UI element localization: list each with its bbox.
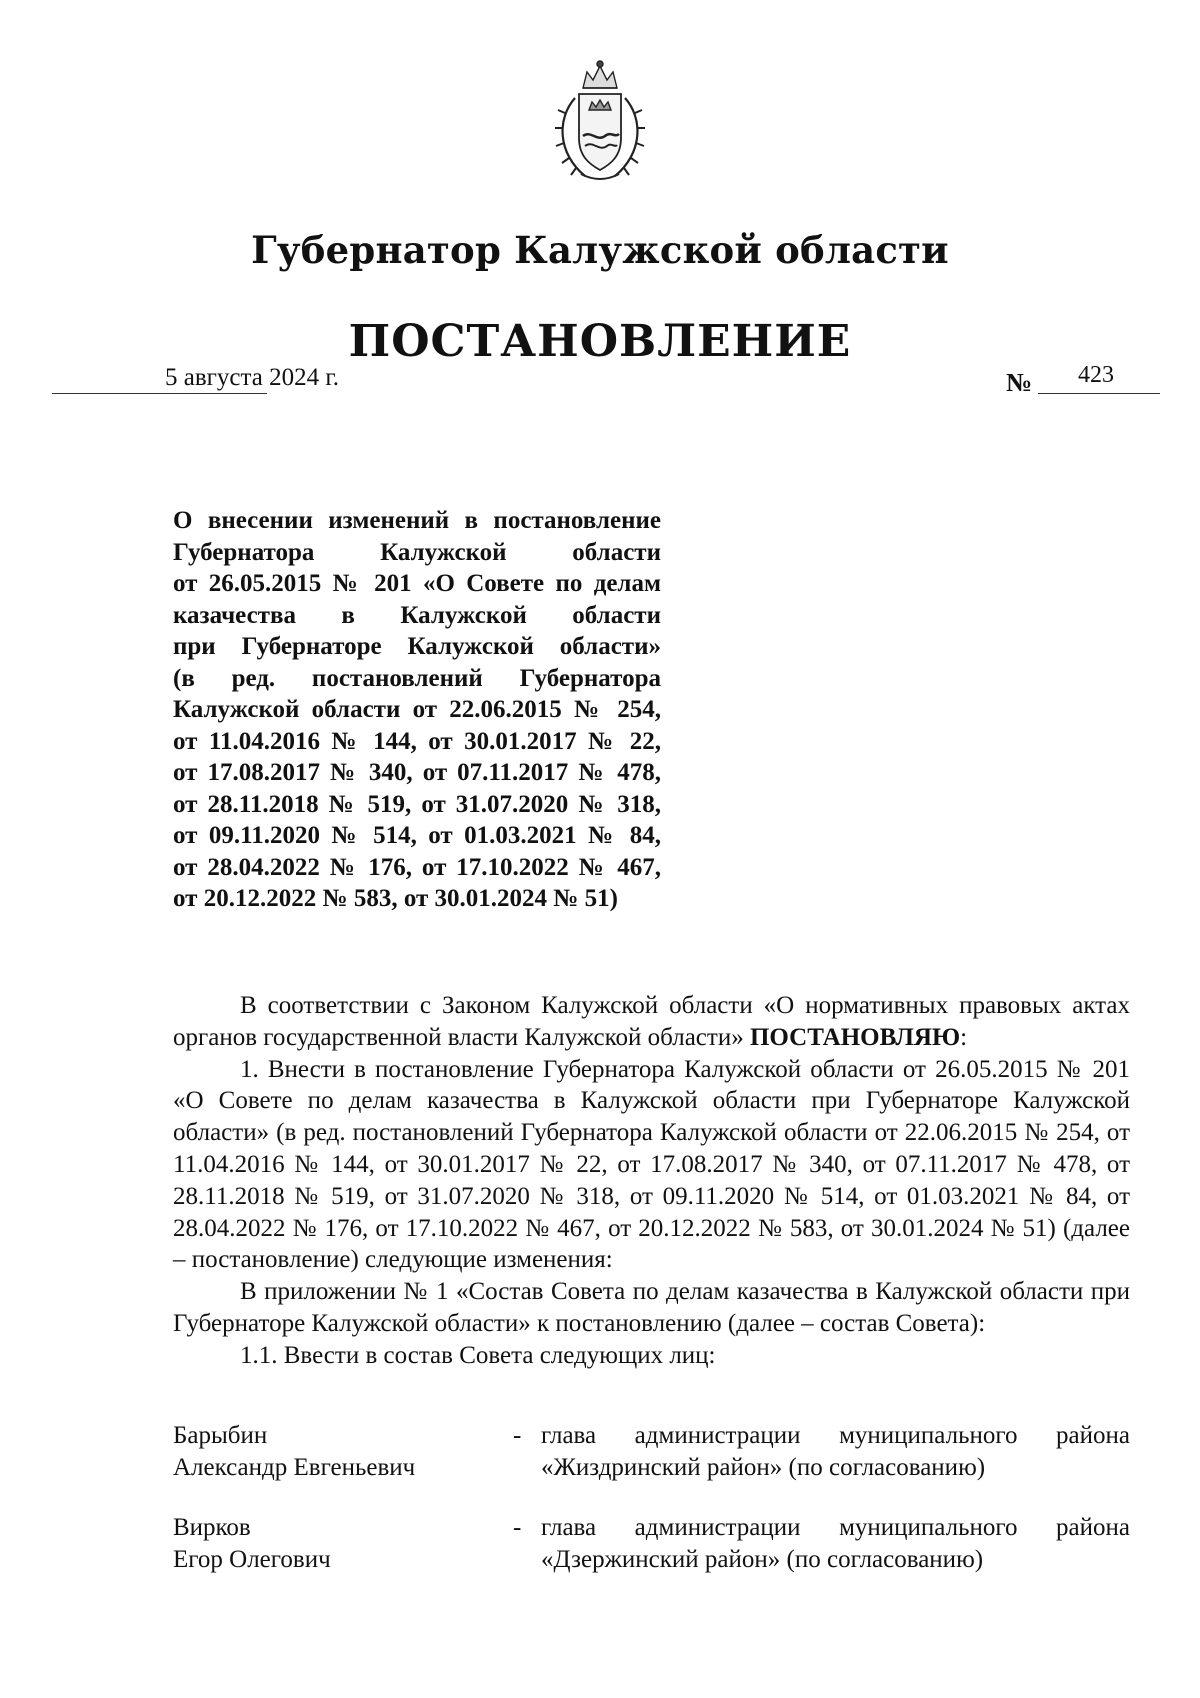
document-number: 423 bbox=[1078, 362, 1114, 388]
subject-line: от 28.11.2018 № 519, от 31.07.2020 № 318, bbox=[173, 790, 661, 818]
subject-line: Калужской области от 22.06.2015 № 254, bbox=[173, 696, 661, 723]
member-role bbox=[541, 1512, 1130, 1575]
document-subject bbox=[173, 505, 661, 915]
resolve-word: ПОСТАНОВЛЯЮ bbox=[749, 1023, 961, 1051]
member-role-line: глава администрации муниципального района bbox=[541, 1514, 1130, 1541]
member-dash: - bbox=[513, 1514, 522, 1541]
document-type-heading: ПОСТАНОВЛЕНИЕ bbox=[348, 316, 852, 367]
number-sign: № bbox=[1006, 368, 1033, 397]
subject-line: от 28.04.2022 № 176, от 17.10.2022 № 467, bbox=[173, 853, 661, 881]
member-role-line: «Жиздринский район» (по согласованию) bbox=[541, 1453, 986, 1481]
member-surname: Барыбин bbox=[173, 1422, 268, 1449]
annex-intro-paragraph: В приложении № 1 «Состав Совета по делам казачества в Калужской области при Губернаторе Калужской области» к постановлению (далее – состав Совета): bbox=[173, 1278, 1130, 1337]
member-role bbox=[541, 1420, 1130, 1483]
coat-of-arms-emblem bbox=[545, 58, 655, 188]
issuer-title: Губернатор Калужской области bbox=[251, 228, 949, 272]
subject-line: от 09.11.2020 № 514, от 01.03.2021 № 84, bbox=[173, 822, 661, 849]
document-body bbox=[173, 990, 1130, 1372]
member-given-names: Егор Олегович bbox=[173, 1545, 331, 1573]
subject-line: Губернатора Калужской области bbox=[173, 538, 661, 566]
subject-line: при Губернаторе Калужской области» bbox=[173, 633, 661, 660]
document-date: 5 августа 2024 г. bbox=[165, 364, 340, 391]
item-1-1-paragraph: 1.1. Ввести в состав Совета следующих лиц: bbox=[240, 1341, 716, 1369]
number-underline bbox=[1038, 393, 1160, 394]
preamble-text: В соответствии с Законом Калужской области «О нормативных правовых актах органов государственной власти Калужской области» bbox=[173, 992, 1130, 1051]
preamble-paragraph bbox=[173, 990, 1130, 1054]
subject-line: от 26.05.2015 № 201 «О Совете по делам bbox=[173, 570, 661, 597]
subject-line: от 20.12.2022 № 583, от 30.01.2024 № 51) bbox=[173, 885, 618, 912]
member-name bbox=[173, 1512, 503, 1575]
member-role-line: глава администрации муниципального района bbox=[541, 1422, 1130, 1449]
subject-line: от 17.08.2017 № 340, от 07.11.2017 № 478, bbox=[173, 759, 661, 786]
subject-line: от 11.04.2016 № 144, от 30.01.2017 № 22, bbox=[173, 727, 661, 755]
member-given-names: Александр Евгеньевич bbox=[173, 1453, 416, 1481]
subject-line: (в ред. постановлений Губернатора bbox=[173, 664, 661, 692]
member-role-line: «Дзержинский район» (по согласованию) bbox=[541, 1545, 984, 1573]
member-dash: - bbox=[513, 1422, 522, 1449]
member-name bbox=[173, 1420, 503, 1483]
resolve-colon: : bbox=[960, 1023, 968, 1051]
member-surname: Вирков bbox=[173, 1514, 251, 1541]
item-1-paragraph: 1. Внести в постановление Губернатора Калужской области от 26.05.2015 № 201 «О Совете по делам казачества в Калужской области при Губернаторе Калужской области» (в ред. постановлений Губернатора Калужской области от 22.06.2015 № 254, от 11.04.2016 № 144, от 30.01.2017 № 22, от 17.08.2017 № 340, от 07.11.2017 № 478, от 28.11.2018 № 519, от 31.07.2020 № 318, от 09.11.2020 № 514, от 01.03.2021 № 84, от 28.04.2022 № 176, от 17.10.2022 № 467, от 20.12.2022 № 583, от 30.01.2024 № 51) (далее – постановление) следующие изменения: bbox=[173, 1055, 1130, 1274]
date-underline bbox=[52, 393, 267, 394]
subject-line: О внесении изменений в постановление bbox=[173, 507, 661, 534]
subject-line: казачества в Калужской области bbox=[173, 601, 661, 629]
